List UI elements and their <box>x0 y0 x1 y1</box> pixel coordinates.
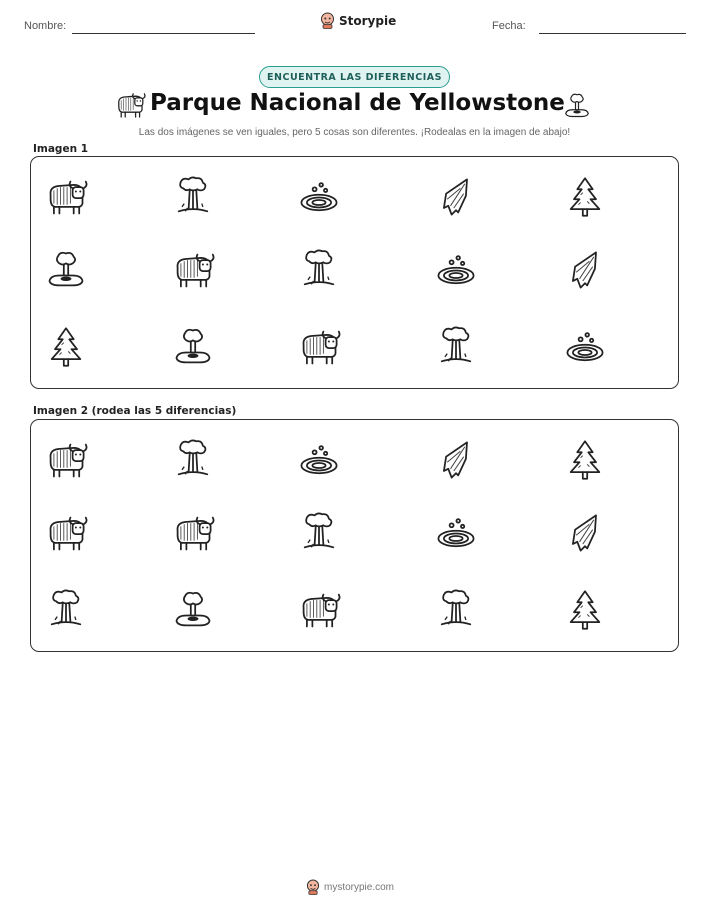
brand-name: Storypie <box>339 13 397 28</box>
bison-icon <box>44 438 88 482</box>
bison-icon <box>171 511 215 555</box>
storypie-mascot-icon <box>306 879 320 895</box>
date-line[interactable] <box>539 33 686 34</box>
instructions: Las dos imágenes se ven iguales, pero 5 cosas son diferentes. ¡Rodealas en la imagen de abajo! <box>138 127 571 138</box>
hot-spring-icon <box>297 175 341 219</box>
footer <box>306 879 394 895</box>
image2-panel[interactable] <box>30 419 679 652</box>
geyser-icon <box>434 588 478 632</box>
hot-spring-icon <box>434 248 478 292</box>
hot-spring-icon <box>563 325 607 369</box>
bison-icon <box>297 588 341 632</box>
geyser-icon <box>297 511 341 555</box>
pine-tree-icon <box>44 325 88 369</box>
storypie-mascot-icon <box>320 12 335 29</box>
bison-icon <box>44 511 88 555</box>
hot-spring-icon <box>297 438 341 482</box>
arrowhead-icon <box>563 248 607 292</box>
activity-badge: ENCUENTRA LAS DIFERENCIAS <box>259 66 450 88</box>
geyser-icon <box>171 175 215 219</box>
image2-label: Imagen 2 (rodea las 5 diferencias) <box>33 405 237 417</box>
geyser-vent-icon <box>171 588 215 632</box>
page-title: Parque Nacional de Yellowstone <box>150 90 565 116</box>
geyser-icon <box>297 248 341 292</box>
geyser-icon <box>171 438 215 482</box>
arrowhead-icon <box>434 438 478 482</box>
pine-tree-icon <box>563 438 607 482</box>
image1-label: Imagen 1 <box>33 143 89 155</box>
title-geyser-vent-icon <box>562 91 592 125</box>
bison-icon <box>297 325 341 369</box>
footer-url: mystorypie.com <box>324 881 395 893</box>
arrowhead-icon <box>563 511 607 555</box>
bison-icon <box>44 175 88 219</box>
geyser-icon <box>434 325 478 369</box>
pine-tree-icon <box>563 588 607 632</box>
title-bison-icon <box>113 89 147 125</box>
hot-spring-icon <box>434 511 478 555</box>
name-line[interactable] <box>72 33 255 34</box>
pine-tree-icon <box>563 175 607 219</box>
name-label: Nombre: <box>24 20 67 32</box>
geyser-icon <box>44 588 88 632</box>
arrowhead-icon <box>434 175 478 219</box>
brand-logo <box>320 12 396 29</box>
image1-panel <box>30 156 679 389</box>
bison-icon <box>171 248 215 292</box>
geyser-vent-icon <box>171 325 215 369</box>
geyser-vent-icon <box>44 248 88 292</box>
date-label: Fecha: <box>492 20 526 32</box>
